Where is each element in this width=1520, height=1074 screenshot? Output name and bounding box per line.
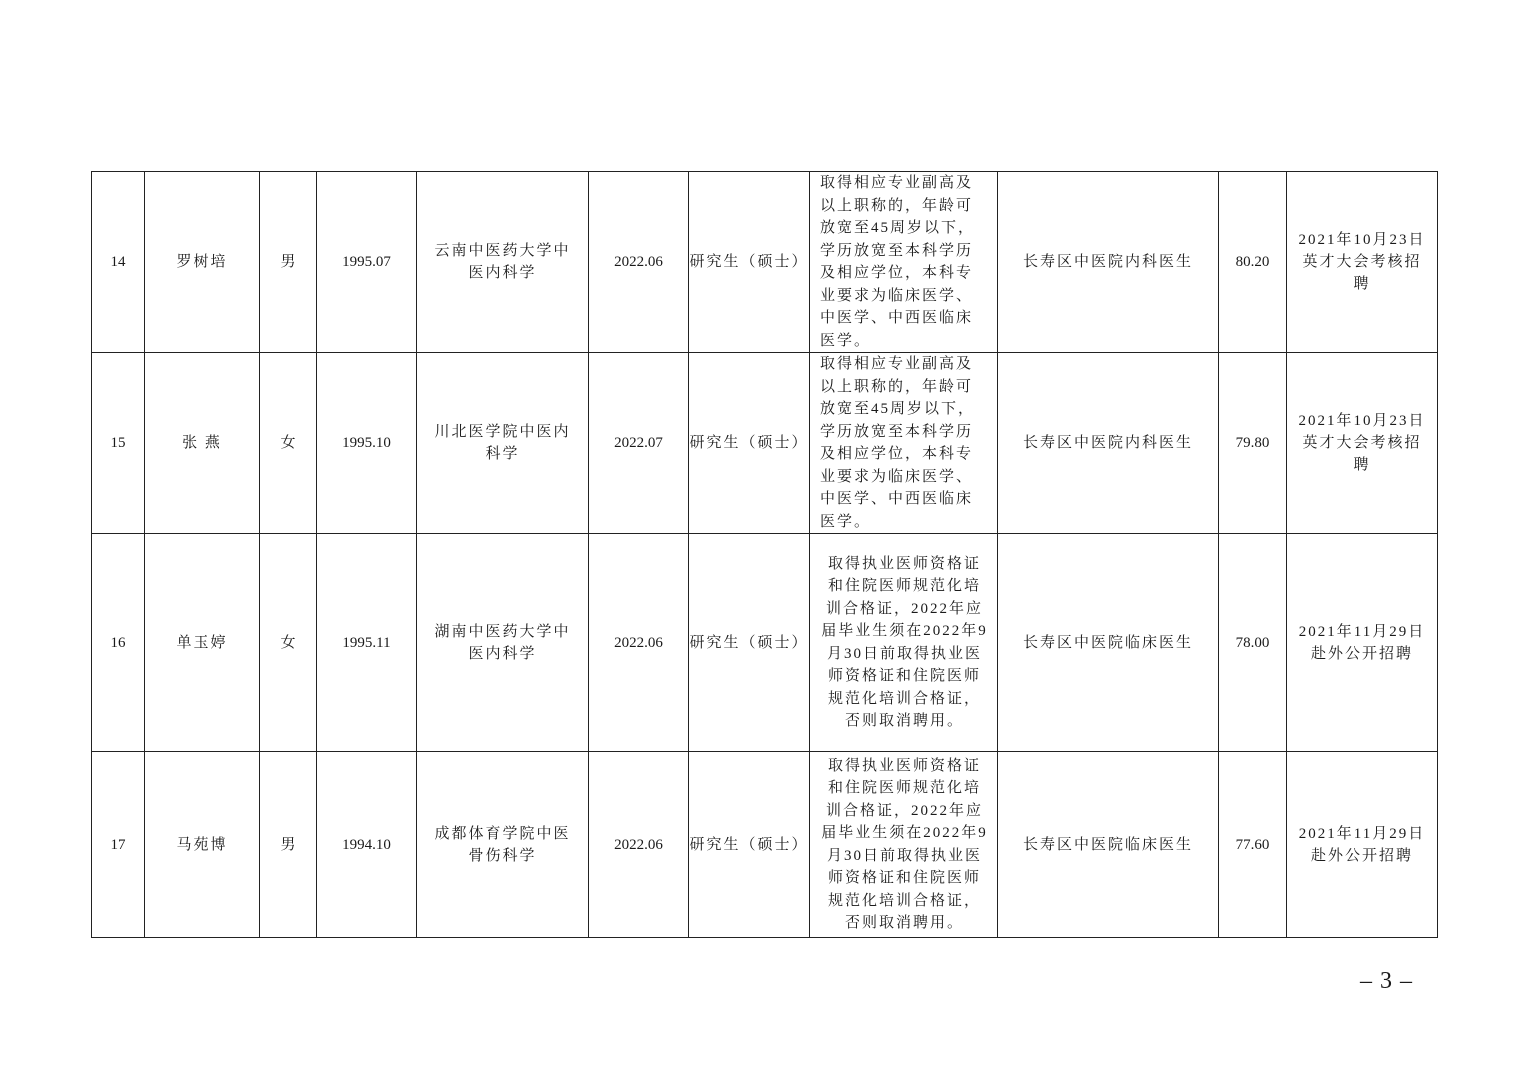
school-major: 云南中医药大学中医内科学 (417, 172, 589, 353)
birth-date: 1995.07 (317, 172, 417, 353)
row-number: 17 (92, 752, 145, 938)
education-level: 研究生（硕士） (689, 752, 810, 938)
recruitment-method: 2021年10月23日英才大会考核招聘 (1287, 172, 1438, 353)
score: 77.60 (1219, 752, 1287, 938)
table-row (92, 172, 1438, 353)
recruitment-method: 2021年10月23日英才大会考核招聘 (1287, 353, 1438, 534)
education-level: 研究生（硕士） (689, 534, 810, 752)
row-number: 16 (92, 534, 145, 752)
birth-date: 1994.10 (317, 752, 417, 938)
position-name: 长寿区中医院内科医生 (998, 172, 1219, 353)
recruitment-method: 2021年11月29日赴外公开招聘 (1287, 752, 1438, 938)
graduation-date: 2022.07 (589, 353, 689, 534)
education-level: 研究生（硕士） (689, 172, 810, 353)
candidate-name: 张 燕 (145, 353, 260, 534)
page-number: – 3 – (1360, 968, 1413, 994)
candidate-name: 单玉婷 (145, 534, 260, 752)
candidate-name: 罗树培 (145, 172, 260, 353)
position-conditions: 取得相应专业副高及以上职称的，年龄可放宽至45周岁以下，学历放宽至本科学历及相应学位，本科专业要求为临床医学、中医学、中西医临床医学。 (810, 172, 998, 353)
position-name: 长寿区中医院临床医生 (998, 752, 1219, 938)
position-name: 长寿区中医院临床医生 (998, 534, 1219, 752)
row-number: 14 (92, 172, 145, 353)
school-major: 湖南中医药大学中医内科学 (417, 534, 589, 752)
recruitment-method: 2021年11月29日赴外公开招聘 (1287, 534, 1438, 752)
row-number: 15 (92, 353, 145, 534)
candidate-name: 马苑博 (145, 752, 260, 938)
score: 80.20 (1219, 172, 1287, 353)
table-row (92, 752, 1438, 938)
birth-date: 1995.11 (317, 534, 417, 752)
score: 79.80 (1219, 353, 1287, 534)
gender: 女 (260, 534, 317, 752)
score: 78.00 (1219, 534, 1287, 752)
school-major: 成都体育学院中医骨伤科学 (417, 752, 589, 938)
position-conditions: 取得执业医师资格证和住院医师规范化培训合格证，2022年应届毕业生须在2022年9月30日前取得执业医师资格证和住院医师规范化培训合格证，否则取消聘用。 (810, 752, 998, 938)
education-level: 研究生（硕士） (689, 353, 810, 534)
graduation-date: 2022.06 (589, 172, 689, 353)
position-conditions: 取得执业医师资格证和住院医师规范化培训合格证，2022年应届毕业生须在2022年9月30日前取得执业医师资格证和住院医师规范化培训合格证，否则取消聘用。 (810, 534, 998, 752)
gender: 女 (260, 353, 317, 534)
position-conditions: 取得相应专业副高及以上职称的，年龄可放宽至45周岁以下，学历放宽至本科学历及相应学位，本科专业要求为临床医学、中医学、中西医临床医学。 (810, 353, 998, 534)
gender: 男 (260, 172, 317, 353)
graduation-date: 2022.06 (589, 752, 689, 938)
school-major: 川北医学院中医内科学 (417, 353, 589, 534)
position-name: 长寿区中医院内科医生 (998, 353, 1219, 534)
birth-date: 1995.10 (317, 353, 417, 534)
table-row (92, 353, 1438, 534)
graduation-date: 2022.06 (589, 534, 689, 752)
table-row (92, 534, 1438, 752)
gender: 男 (260, 752, 317, 938)
candidate-table (91, 171, 1438, 938)
